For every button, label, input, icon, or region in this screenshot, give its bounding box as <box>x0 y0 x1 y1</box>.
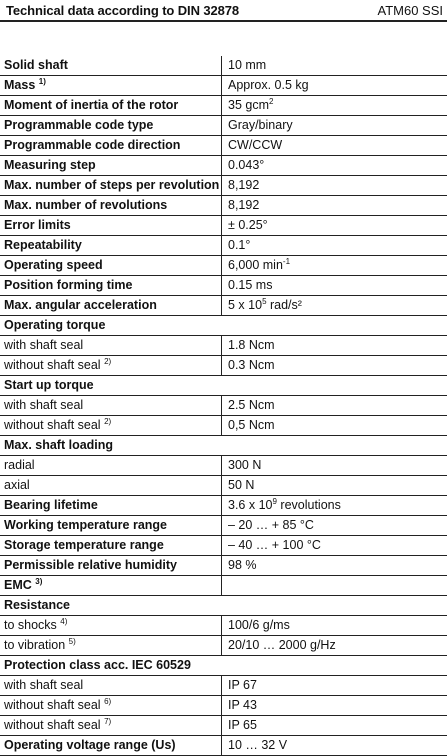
column-divider <box>221 256 222 275</box>
spec-label <box>4 496 98 515</box>
spec-label <box>4 396 83 415</box>
spec-value-text: 0.15 ms <box>228 278 273 292</box>
spec-label-text: with shaft seal <box>4 678 84 692</box>
spec-label <box>4 696 111 715</box>
column-divider <box>221 176 222 195</box>
spec-label-text: Operating voltage range (Us) <box>4 738 176 752</box>
spec-value <box>228 256 290 275</box>
spec-value-text: Approx. 0.5 kg <box>228 78 309 92</box>
spec-row <box>0 416 447 436</box>
spec-value-text: 100/6 g/ms <box>228 618 290 632</box>
spec-row <box>0 496 447 516</box>
spec-label <box>4 636 76 655</box>
spec-label-text: Position forming time <box>4 278 133 292</box>
spec-label-text: EMC <box>4 578 32 592</box>
column-divider <box>221 456 222 475</box>
spec-label-text: Repeatability <box>4 238 82 252</box>
column-divider <box>221 116 222 135</box>
spec-label <box>4 376 94 395</box>
spec-label-text: Resistance <box>4 598 71 612</box>
spec-section-row <box>0 376 447 396</box>
value-exponent: 9 <box>272 497 277 506</box>
column-divider <box>221 416 222 435</box>
spec-label <box>4 256 103 275</box>
column-divider <box>221 576 222 595</box>
column-divider <box>221 716 222 735</box>
spec-row <box>0 256 447 276</box>
spec-label <box>4 436 113 455</box>
spec-row <box>0 716 447 736</box>
spec-label <box>4 196 167 215</box>
spec-value <box>228 416 275 435</box>
spec-value <box>228 336 275 355</box>
spec-value <box>228 356 275 375</box>
spec-value <box>228 396 275 415</box>
column-divider <box>221 56 222 75</box>
spec-label-text: Programmable code type <box>4 118 154 132</box>
spec-label <box>4 596 70 615</box>
column-divider <box>221 536 222 555</box>
column-divider <box>221 136 222 155</box>
spec-value-text: – 20 … + 85 °C <box>228 518 314 532</box>
spec-value <box>228 676 257 695</box>
spec-row <box>0 396 447 416</box>
spec-section-row <box>0 316 447 336</box>
spec-row <box>0 176 447 196</box>
spec-label-text: with shaft seal <box>4 398 84 412</box>
spec-label <box>4 456 35 475</box>
spec-value-text: IP 65 <box>228 718 257 732</box>
spec-label <box>4 316 105 335</box>
spec-row <box>0 216 447 236</box>
column-divider <box>221 476 222 495</box>
spec-label-text: Solid shaft <box>4 58 68 72</box>
spec-value-text: 0.1° <box>228 238 251 252</box>
spec-row <box>0 676 447 696</box>
spec-label-text: Error limits <box>4 218 71 232</box>
column-divider <box>221 516 222 535</box>
spec-value-text: 35 gcm <box>228 98 269 112</box>
spec-value-text: 0,5 Ncm <box>228 418 275 432</box>
model-name: ATM60 SSI <box>377 3 443 18</box>
spec-label-text: Max. number of steps per revolution <box>4 178 220 192</box>
spec-label <box>4 416 111 435</box>
spec-label <box>4 96 178 115</box>
spec-value <box>228 636 336 655</box>
spec-value-text: – 40 … + 100 °C <box>228 538 321 552</box>
spec-value-text: 98 % <box>228 558 257 572</box>
footnote-ref: 2) <box>104 357 112 366</box>
spec-value-text: 10 mm <box>228 58 267 72</box>
column-divider <box>221 156 222 175</box>
spec-row <box>0 736 447 756</box>
spec-value-text: 0.3 Ncm <box>228 358 275 372</box>
footnote-ref: 5) <box>68 637 76 646</box>
spec-value <box>228 456 261 475</box>
spec-value-unit: rad/s² <box>266 298 302 312</box>
spec-label-text: Permissible relative humidity <box>4 558 177 572</box>
column-divider <box>221 676 222 695</box>
spec-label-text: Programmable code direction <box>4 138 181 152</box>
spec-label-text: Mass <box>4 78 36 92</box>
spec-row <box>0 516 447 536</box>
spec-value <box>228 76 309 95</box>
spec-value <box>228 236 250 255</box>
spec-value-text: CW/CCW <box>228 138 283 152</box>
spec-value <box>228 696 257 715</box>
spec-label <box>4 616 67 635</box>
spec-row <box>0 56 447 76</box>
spec-row <box>0 696 447 716</box>
spec-label <box>4 216 71 235</box>
spec-row <box>0 356 447 376</box>
column-divider <box>221 236 222 255</box>
footnote-ref: 2) <box>104 417 112 426</box>
spec-row <box>0 556 447 576</box>
spec-value-text: 1.8 Ncm <box>228 338 275 352</box>
spec-label-text: Max. angular acceleration <box>4 298 157 312</box>
spec-label <box>4 296 157 315</box>
spec-title: Technical data according to DIN 32878 <box>6 3 240 18</box>
column-divider <box>221 336 222 355</box>
spec-label <box>4 176 219 195</box>
column-divider <box>221 296 222 315</box>
spec-label <box>4 736 176 755</box>
footnote-ref: 7) <box>104 717 112 726</box>
spec-label-text: with shaft seal <box>4 338 84 352</box>
spec-label <box>4 276 132 295</box>
spec-label-text: radial <box>4 458 35 472</box>
value-exponent: 2 <box>269 97 274 106</box>
spec-label-text: Protection class acc. IEC 60529 <box>4 658 191 672</box>
spec-label-text: without shaft seal <box>4 358 101 372</box>
spec-label-text: Operating speed <box>4 258 103 272</box>
spec-label <box>4 716 111 735</box>
spec-value <box>228 496 341 515</box>
spec-value-text: 20/10 … 2000 g/Hz <box>228 638 336 652</box>
spec-label <box>4 356 111 375</box>
column-divider <box>221 196 222 215</box>
spec-header <box>0 0 447 22</box>
spec-row <box>0 616 447 636</box>
column-divider <box>221 216 222 235</box>
spec-label-text: to vibration <box>4 638 66 652</box>
spec-label <box>4 56 68 75</box>
column-divider <box>221 276 222 295</box>
spec-value-text: IP 43 <box>228 698 257 712</box>
spec-label-text: Bearing lifetime <box>4 498 98 512</box>
spec-label <box>4 516 167 535</box>
spec-label-text: Max. number of revolutions <box>4 198 168 212</box>
spec-row <box>0 296 447 316</box>
spec-label-text: without shaft seal <box>4 698 101 712</box>
spec-row <box>0 476 447 496</box>
column-divider <box>221 356 222 375</box>
spec-value-text: 6,000 min <box>228 258 283 272</box>
spec-label-text: Operating torque <box>4 318 106 332</box>
spec-value-text: IP 67 <box>228 678 257 692</box>
column-divider <box>221 556 222 575</box>
spec-value <box>228 176 259 195</box>
spec-row <box>0 236 447 256</box>
spec-row <box>0 196 447 216</box>
spec-value <box>228 556 257 575</box>
spec-value <box>228 276 272 295</box>
spec-value-text: Gray/binary <box>228 118 293 132</box>
spec-row <box>0 156 447 176</box>
value-exponent: -1 <box>282 257 291 266</box>
spec-label-text: Moment of inertia of the rotor <box>4 98 179 112</box>
spec-value-text: 3.6 x 10 <box>228 498 273 512</box>
spec-label-text: without shaft seal <box>4 418 101 432</box>
spec-label <box>4 476 30 495</box>
spec-value-text: 8,192 <box>228 198 260 212</box>
spec-label <box>4 656 191 675</box>
spec-row <box>0 456 447 476</box>
spec-value-text: 10 … 32 V <box>228 738 288 752</box>
footnote-ref: 1) <box>38 77 46 86</box>
spec-row <box>0 136 447 156</box>
spec-label <box>4 336 83 355</box>
spec-value <box>228 96 273 115</box>
spec-value-text: 8,192 <box>228 178 260 192</box>
column-divider <box>221 396 222 415</box>
spec-value <box>228 136 282 155</box>
column-divider <box>221 736 222 755</box>
spec-label-text: Max. shaft loading <box>4 438 114 452</box>
spec-label <box>4 676 83 695</box>
spec-table <box>0 56 447 756</box>
spec-value <box>228 476 254 495</box>
column-divider <box>221 696 222 715</box>
spec-value <box>228 736 287 755</box>
spec-value <box>228 536 321 555</box>
footnote-ref: 6) <box>104 697 112 706</box>
footnote-ref: 4) <box>60 617 68 626</box>
spec-row <box>0 536 447 556</box>
spec-label-text: Start up torque <box>4 378 94 392</box>
spec-value <box>228 716 257 735</box>
spec-row <box>0 76 447 96</box>
spec-label-text: Working temperature range <box>4 518 168 532</box>
spec-section-row <box>0 596 447 616</box>
spec-label <box>4 536 164 555</box>
spec-value-text: 2.5 Ncm <box>228 398 275 412</box>
spec-row <box>0 576 447 596</box>
spec-label-text: without shaft seal <box>4 718 101 732</box>
spec-row <box>0 96 447 116</box>
spec-value <box>228 616 290 635</box>
spec-value-text: 50 N <box>228 478 255 492</box>
spec-label <box>4 136 180 155</box>
spec-value <box>228 116 293 135</box>
spec-row <box>0 276 447 296</box>
spec-label <box>4 156 96 175</box>
spec-value <box>228 156 264 175</box>
spec-label <box>4 116 153 135</box>
value-exponent: 5 <box>262 297 267 306</box>
spec-section-row <box>0 656 447 676</box>
spec-value-unit: revolutions <box>276 498 341 512</box>
spec-row <box>0 336 447 356</box>
spec-section-row <box>0 436 447 456</box>
spec-row <box>0 636 447 656</box>
spec-value <box>228 216 268 235</box>
column-divider <box>221 636 222 655</box>
spec-value <box>228 196 259 215</box>
spec-value <box>228 56 266 75</box>
column-divider <box>221 76 222 95</box>
spec-label-text: to shocks <box>4 618 57 632</box>
spec-label <box>4 576 42 595</box>
column-divider <box>221 496 222 515</box>
spec-label-text: axial <box>4 478 30 492</box>
spec-label-text: Measuring step <box>4 158 96 172</box>
column-divider <box>221 616 222 635</box>
spec-value-text: ± 0.25° <box>228 218 268 232</box>
spec-value-text: 0.043° <box>228 158 265 172</box>
spec-value <box>228 516 314 535</box>
spec-label <box>4 236 82 255</box>
footnote-ref: 3) <box>35 577 43 586</box>
column-divider <box>221 96 222 115</box>
spec-label-text: Storage temperature range <box>4 538 164 552</box>
spec-label <box>4 76 46 95</box>
spec-value <box>228 296 302 315</box>
spec-value-text: 300 N <box>228 458 262 472</box>
spec-value-text: 5 x 10 <box>228 298 263 312</box>
spec-label <box>4 556 177 575</box>
spec-row <box>0 116 447 136</box>
